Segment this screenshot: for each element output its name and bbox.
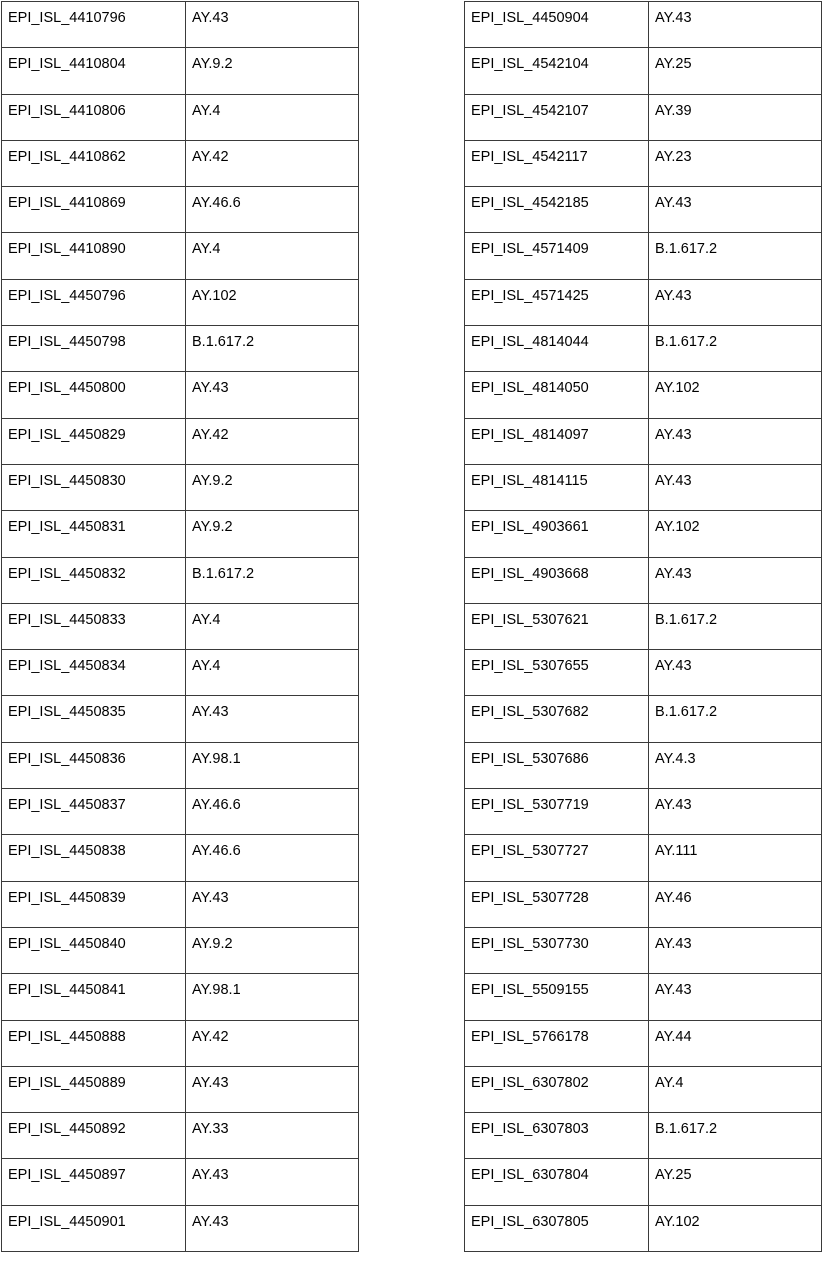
lineage-cell	[649, 835, 822, 881]
lineage-cell	[649, 372, 822, 418]
accession-id-cell	[465, 279, 649, 325]
lineage-cell	[649, 1066, 822, 1112]
table-row	[2, 1066, 359, 1112]
accession-id-text: EPI_ISL_4410806	[8, 102, 126, 119]
accession-id-cell	[465, 835, 649, 881]
accession-id-cell	[465, 557, 649, 603]
accession-id-cell	[2, 2, 186, 48]
lineage-cell	[186, 1020, 359, 1066]
table-row	[2, 603, 359, 649]
accession-id-text: EPI_ISL_6307802	[471, 1074, 589, 1091]
lineage-text: AY.98.1	[192, 982, 241, 999]
lineage-cell	[186, 789, 359, 835]
lineage-text: AY.43	[192, 1074, 229, 1091]
accession-id-cell	[2, 789, 186, 835]
table-row	[2, 140, 359, 186]
table-row	[465, 603, 822, 649]
lineage-cell	[186, 1159, 359, 1205]
accession-id-text: EPI_ISL_5307621	[471, 611, 589, 628]
lineage-text: B.1.617.2	[655, 334, 718, 351]
accession-id-text: EPI_ISL_4450901	[8, 1213, 126, 1230]
lineage-text: AY.102	[655, 1213, 700, 1230]
lineage-text: AY.9.2	[192, 519, 233, 536]
table-row	[2, 94, 359, 140]
accession-id-cell	[465, 742, 649, 788]
lineage-cell	[186, 464, 359, 510]
table-row	[465, 835, 822, 881]
table-row	[2, 418, 359, 464]
table-row	[465, 372, 822, 418]
lineage-cell	[186, 974, 359, 1020]
accession-id-text: EPI_ISL_4450904	[471, 10, 589, 26]
lineage-cell	[186, 1205, 359, 1251]
accession-id-cell	[2, 187, 186, 233]
lineage-text: AY.43	[655, 472, 692, 489]
lineage-cell	[186, 326, 359, 372]
accession-id-text: EPI_ISL_4814050	[471, 380, 589, 397]
accession-id-cell	[465, 927, 649, 973]
lineage-cell	[186, 187, 359, 233]
accession-id-text: EPI_ISL_4450831	[8, 519, 126, 536]
lineage-cell	[649, 881, 822, 927]
accession-id-text: EPI_ISL_4903668	[471, 565, 589, 582]
accession-id-cell	[465, 881, 649, 927]
accession-id-cell	[465, 233, 649, 279]
table-row	[465, 140, 822, 186]
table-body-right	[465, 2, 822, 1252]
lineage-cell	[186, 418, 359, 464]
lineage-cell	[186, 233, 359, 279]
accession-id-cell	[2, 326, 186, 372]
lineage-text: AY.9.2	[192, 935, 233, 952]
lineage-text: AY.43	[655, 565, 692, 582]
lineage-cell	[649, 233, 822, 279]
table-row	[2, 1113, 359, 1159]
accession-id-text: EPI_ISL_4450834	[8, 658, 126, 675]
lineage-cell	[649, 603, 822, 649]
lineage-text: AY.23	[655, 148, 692, 165]
accession-id-cell	[2, 1066, 186, 1112]
accession-id-text: EPI_ISL_4450892	[8, 1121, 126, 1138]
lineage-text: AY.43	[655, 982, 692, 999]
table-row	[465, 326, 822, 372]
accession-id-cell	[2, 418, 186, 464]
accession-id-cell	[465, 140, 649, 186]
accession-id-cell	[465, 1205, 649, 1251]
accession-id-text: EPI_ISL_4450837	[8, 797, 126, 814]
accession-id-cell	[465, 511, 649, 557]
lineage-text: AY.46.6	[192, 797, 241, 814]
accession-id-cell	[465, 187, 649, 233]
lineage-text: AY.46	[655, 889, 692, 906]
lineage-cell	[186, 881, 359, 927]
accession-id-text: EPI_ISL_4450796	[8, 287, 126, 304]
table-row	[465, 233, 822, 279]
lineage-text: AY.98.1	[192, 750, 241, 767]
lineage-text: AY.4	[192, 241, 221, 258]
lineage-text: AY.4	[192, 658, 221, 675]
table-row	[465, 650, 822, 696]
table-row	[465, 1205, 822, 1251]
lineage-cell	[186, 742, 359, 788]
accession-id-cell	[2, 372, 186, 418]
accession-id-text: EPI_ISL_4450836	[8, 750, 126, 767]
accession-id-text: EPI_ISL_5307686	[471, 750, 589, 767]
lineage-text: B.1.617.2	[192, 334, 255, 351]
accession-id-text: EPI_ISL_6307805	[471, 1213, 589, 1230]
accession-id-cell	[465, 1159, 649, 1205]
lineage-cell	[649, 464, 822, 510]
lineage-cell	[186, 1113, 359, 1159]
table-row	[465, 742, 822, 788]
accession-id-text: EPI_ISL_4542117	[471, 148, 588, 165]
accession-id-text: EPI_ISL_4814097	[471, 426, 589, 443]
lineage-text: AY.43	[192, 1167, 229, 1184]
accession-id-text: EPI_ISL_4410869	[8, 195, 126, 212]
lineage-text: AY.42	[192, 148, 229, 165]
lineage-cell	[186, 94, 359, 140]
accession-id-cell	[2, 94, 186, 140]
accession-id-cell	[2, 511, 186, 557]
accession-id-cell	[465, 974, 649, 1020]
lineage-cell	[649, 326, 822, 372]
table-row	[2, 464, 359, 510]
lineage-text: AY.43	[192, 380, 229, 397]
lineage-text: AY.102	[655, 519, 700, 536]
accession-id-text: EPI_ISL_4571409	[471, 241, 589, 258]
lineage-text: AY.43	[655, 797, 692, 814]
table-row	[465, 696, 822, 742]
lineage-cell	[186, 696, 359, 742]
lineage-cell	[186, 557, 359, 603]
accession-id-text: EPI_ISL_4450841	[8, 982, 126, 999]
lineage-text: AY.46.6	[192, 195, 241, 212]
accession-id-text: EPI_ISL_5307727	[471, 843, 589, 860]
lineage-text: AY.25	[655, 56, 692, 73]
accession-id-text: EPI_ISL_4450839	[8, 889, 126, 906]
lineage-text: AY.39	[655, 102, 692, 119]
table-row	[465, 1020, 822, 1066]
accession-id-text: EPI_ISL_4410862	[8, 148, 126, 165]
table-row	[465, 927, 822, 973]
lineage-text: AY.43	[192, 889, 229, 906]
accession-id-text: EPI_ISL_4450888	[8, 1028, 126, 1045]
accession-id-cell	[465, 1066, 649, 1112]
accession-id-cell	[465, 372, 649, 418]
lineage-cell	[649, 2, 822, 48]
accession-id-text: EPI_ISL_4410796	[8, 10, 126, 26]
lineage-text: B.1.617.2	[655, 1121, 718, 1138]
accession-id-text: EPI_ISL_4450897	[8, 1167, 126, 1184]
lineage-cell	[649, 650, 822, 696]
lineage-text: AY.4	[655, 1074, 684, 1091]
lineage-cell	[649, 1205, 822, 1251]
accession-id-cell	[465, 603, 649, 649]
table-row	[465, 974, 822, 1020]
accession-id-cell	[2, 557, 186, 603]
accession-id-cell	[2, 233, 186, 279]
table-row	[2, 557, 359, 603]
lineage-text: AY.102	[192, 287, 237, 304]
accession-id-cell	[465, 48, 649, 94]
lineage-cell	[186, 279, 359, 325]
accession-id-cell	[2, 1159, 186, 1205]
lineage-text: AY.46.6	[192, 843, 241, 860]
accession-id-text: EPI_ISL_4450835	[8, 704, 126, 721]
accession-id-cell	[465, 2, 649, 48]
table-row	[2, 1020, 359, 1066]
accession-id-cell	[465, 326, 649, 372]
accession-id-text: EPI_ISL_4450798	[8, 334, 126, 351]
table-row	[2, 233, 359, 279]
accession-id-text: EPI_ISL_5307655	[471, 658, 589, 675]
accession-id-cell	[2, 974, 186, 1020]
accession-id-text: EPI_ISL_5307730	[471, 935, 589, 952]
lineage-text: AY.4	[192, 611, 221, 628]
table-row	[2, 696, 359, 742]
lineage-cell	[649, 696, 822, 742]
accession-id-cell	[2, 927, 186, 973]
accession-id-cell	[465, 464, 649, 510]
table-row	[2, 372, 359, 418]
lineage-cell	[186, 835, 359, 881]
accession-id-text: EPI_ISL_6307804	[471, 1167, 589, 1184]
table-row	[465, 187, 822, 233]
accession-id-cell	[2, 650, 186, 696]
lineage-text: AY.43	[655, 195, 692, 212]
accession-id-cell	[465, 650, 649, 696]
accession-lineage-table-left	[1, 1, 359, 1252]
table-row	[465, 464, 822, 510]
accession-id-text: EPI_ISL_5307682	[471, 704, 589, 721]
accession-id-text: EPI_ISL_4450832	[8, 565, 126, 582]
lineage-cell	[186, 2, 359, 48]
table-row	[2, 279, 359, 325]
lineage-cell	[649, 187, 822, 233]
accession-id-cell	[2, 881, 186, 927]
accession-id-cell	[2, 835, 186, 881]
lineage-text: B.1.617.2	[655, 241, 718, 258]
table-row	[465, 2, 822, 48]
accession-id-text: EPI_ISL_5766178	[471, 1028, 589, 1045]
lineage-cell	[649, 511, 822, 557]
lineage-text: AY.9.2	[192, 472, 233, 489]
lineage-cell	[649, 1159, 822, 1205]
accession-id-cell	[2, 742, 186, 788]
lineage-cell	[649, 1113, 822, 1159]
lineage-text: B.1.617.2	[192, 565, 255, 582]
lineage-text: AY.43	[655, 426, 692, 443]
accession-id-text: EPI_ISL_5307728	[471, 889, 589, 906]
lineage-cell	[186, 48, 359, 94]
accession-id-text: EPI_ISL_4450840	[8, 935, 126, 952]
accession-id-text: EPI_ISL_4450829	[8, 426, 126, 443]
table-row	[465, 881, 822, 927]
accession-id-text: EPI_ISL_4450889	[8, 1074, 126, 1091]
accession-id-cell	[2, 696, 186, 742]
lineage-cell	[649, 94, 822, 140]
lineage-cell	[649, 927, 822, 973]
accession-id-text: EPI_ISL_4450830	[8, 472, 126, 489]
table-body-left	[2, 2, 359, 1252]
accession-id-text: EPI_ISL_5509155	[471, 982, 589, 999]
table-row	[2, 187, 359, 233]
table-row	[465, 418, 822, 464]
lineage-cell	[649, 418, 822, 464]
accession-id-text: EPI_ISL_5307719	[471, 797, 589, 814]
accession-id-cell	[465, 789, 649, 835]
table-row	[2, 1205, 359, 1251]
lineage-text: AY.4.3	[655, 750, 696, 767]
accession-id-cell	[2, 1205, 186, 1251]
lineage-text: AY.43	[655, 287, 692, 304]
lineage-cell	[649, 789, 822, 835]
lineage-text: AY.4	[192, 102, 221, 119]
accession-id-cell	[2, 1020, 186, 1066]
accession-id-cell	[2, 48, 186, 94]
accession-id-text: EPI_ISL_4542107	[471, 102, 589, 119]
lineage-text: AY.43	[192, 704, 229, 721]
accession-id-text: EPI_ISL_4450800	[8, 380, 126, 397]
lineage-text: AY.43	[655, 658, 692, 675]
accession-id-text: EPI_ISL_4410804	[8, 56, 126, 73]
accession-id-cell	[465, 1113, 649, 1159]
accession-id-text: EPI_ISL_6307803	[471, 1121, 589, 1138]
lineage-cell	[186, 1066, 359, 1112]
accession-id-text: EPI_ISL_4450833	[8, 611, 126, 628]
lineage-cell	[186, 372, 359, 418]
lineage-cell	[186, 927, 359, 973]
accession-id-text: EPI_ISL_4450838	[8, 843, 126, 860]
accession-id-cell	[465, 94, 649, 140]
lineage-cell	[649, 48, 822, 94]
lineage-text: AY.43	[655, 10, 692, 26]
lineage-cell	[649, 974, 822, 1020]
accession-id-cell	[465, 418, 649, 464]
lineage-cell	[649, 279, 822, 325]
table-row	[2, 1159, 359, 1205]
lineage-text: AY.43	[192, 1213, 229, 1230]
lineage-text: AY.25	[655, 1167, 692, 1184]
accession-id-cell	[2, 279, 186, 325]
lineage-cell	[186, 140, 359, 186]
lineage-text: AY.33	[192, 1121, 229, 1138]
table-row	[2, 326, 359, 372]
lineage-text: AY.43	[655, 935, 692, 952]
accession-id-cell	[465, 696, 649, 742]
lineage-text: AY.111	[655, 843, 698, 860]
table-row	[2, 835, 359, 881]
lineage-cell	[186, 511, 359, 557]
accession-id-text: EPI_ISL_4542104	[471, 56, 589, 73]
lineage-text: AY.42	[192, 1028, 229, 1045]
table-row	[465, 1159, 822, 1205]
table-row	[465, 557, 822, 603]
table-row	[2, 511, 359, 557]
lineage-cell	[186, 650, 359, 696]
accession-id-text: EPI_ISL_4814115	[471, 472, 588, 489]
accession-id-text: EPI_ISL_4814044	[471, 334, 589, 351]
lineage-text: B.1.617.2	[655, 704, 718, 721]
accession-id-cell	[2, 1113, 186, 1159]
accession-id-cell	[2, 140, 186, 186]
lineage-text: AY.42	[192, 426, 229, 443]
lineage-cell	[649, 140, 822, 186]
table-row	[2, 789, 359, 835]
accession-id-text: EPI_ISL_4571425	[471, 287, 589, 304]
table-row	[2, 927, 359, 973]
accession-id-text: EPI_ISL_4903661	[471, 519, 589, 536]
table-row	[2, 974, 359, 1020]
accession-id-text: EPI_ISL_4542185	[471, 195, 589, 212]
accession-id-text: EPI_ISL_4410890	[8, 241, 126, 258]
lineage-cell	[649, 557, 822, 603]
lineage-text: AY.9.2	[192, 56, 233, 73]
lineage-text: AY.44	[655, 1028, 692, 1045]
table-row	[465, 48, 822, 94]
lineage-text: B.1.617.2	[655, 611, 718, 628]
table-row	[2, 650, 359, 696]
table-row	[465, 1113, 822, 1159]
accession-id-cell	[465, 1020, 649, 1066]
table-row	[2, 48, 359, 94]
table-row	[465, 279, 822, 325]
accession-id-cell	[2, 464, 186, 510]
table-row	[465, 1066, 822, 1112]
lineage-text: AY.102	[655, 380, 700, 397]
lineage-text: AY.43	[192, 10, 229, 26]
lineage-cell	[649, 742, 822, 788]
table-row	[2, 742, 359, 788]
table-row	[465, 789, 822, 835]
table-row	[465, 94, 822, 140]
lineage-cell	[186, 603, 359, 649]
table-row	[2, 2, 359, 48]
table-row	[2, 881, 359, 927]
lineage-cell	[649, 1020, 822, 1066]
accession-id-cell	[2, 603, 186, 649]
table-row	[465, 511, 822, 557]
accession-lineage-table-right	[464, 1, 822, 1252]
